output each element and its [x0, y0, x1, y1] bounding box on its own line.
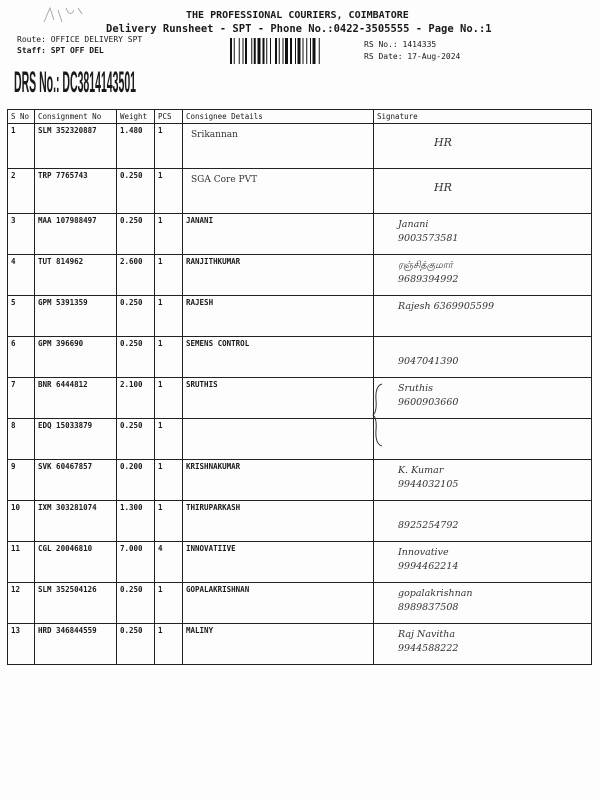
table-row	[8, 296, 592, 337]
table-row	[8, 419, 592, 460]
col-header-signature: Signature	[374, 110, 592, 124]
runsheet-title: Delivery Runsheet - SPT - Phone No.:0422-3505555 - Page No.:1	[106, 23, 492, 35]
handwritten-signature: 8925254792	[398, 520, 459, 531]
cell-signature	[374, 378, 592, 419]
cell-pcs: 1	[155, 296, 183, 337]
handwritten-signature: gopalakrishnan 8989837508	[398, 588, 473, 613]
cell-weight: 7.000	[117, 542, 155, 583]
cell-signature	[374, 255, 592, 296]
cell-signature	[374, 501, 592, 542]
cell-pcs: 1	[155, 378, 183, 419]
cell-consignee: JANANI	[183, 214, 374, 255]
table-row	[8, 460, 592, 501]
cell-signature	[374, 542, 592, 583]
route-label: Route: OFFICE DELIVERY SPT	[17, 35, 143, 44]
cell-sno: 1	[8, 124, 35, 169]
cell-sno: 8	[8, 419, 35, 460]
handwritten-signature: Sruthis 9600903660	[398, 383, 459, 408]
cell-consignee: INNOVATIIVE	[183, 542, 374, 583]
cell-pcs: 1	[155, 419, 183, 460]
handwritten-signature: 9047041390	[398, 356, 459, 367]
cell-signature	[374, 460, 592, 501]
barcode	[230, 38, 356, 64]
cell-pcs: 1	[155, 583, 183, 624]
table-row	[8, 542, 592, 583]
cell-consignee	[183, 419, 374, 460]
cell-signature	[374, 169, 592, 214]
cell-pcs: 1	[155, 624, 183, 665]
cell-weight: 0.200	[117, 460, 155, 501]
cell-signature	[374, 419, 592, 460]
cell-consignment-no: IXM 303281074	[35, 501, 117, 542]
table-row	[8, 169, 592, 214]
handwritten-signature: ரஞ்சித்குமார் 9689394992	[398, 260, 459, 285]
cell-pcs: 1	[155, 214, 183, 255]
cell-consignment-no: TRP 7765743	[35, 169, 117, 214]
col-header-pcs: PCS	[155, 110, 183, 124]
table-row	[8, 501, 592, 542]
cell-sno: 9	[8, 460, 35, 501]
cell-sno: 7	[8, 378, 35, 419]
cell-weight: 1.480	[117, 124, 155, 169]
cell-weight: 2.100	[117, 378, 155, 419]
handwritten-signature: Innovative 9994462214	[398, 547, 459, 572]
cell-weight: 1.300	[117, 501, 155, 542]
cell-pcs: 1	[155, 124, 183, 169]
handwritten-signature: Janani 9003573581	[398, 219, 459, 244]
cell-weight: 0.250	[117, 214, 155, 255]
cell-consignment-no: EDQ 15033879	[35, 419, 117, 460]
cell-consignment-no: BNR 6444812	[35, 378, 117, 419]
table-header-row	[8, 110, 592, 124]
cell-sno: 13	[8, 624, 35, 665]
handwritten-signature: HR	[434, 181, 452, 194]
cell-pcs: 1	[155, 169, 183, 214]
cell-sno: 2	[8, 169, 35, 214]
cell-pcs: 1	[155, 460, 183, 501]
cell-consignee-handwritten: SGA Core PVT	[183, 169, 374, 214]
cell-consignee: GOPALAKRISHNAN	[183, 583, 374, 624]
cell-consignment-no: TUT 814962	[35, 255, 117, 296]
drs-number	[14, 62, 138, 98]
cell-signature	[374, 624, 592, 665]
handwritten-signature: K. Kumar 9944032105	[398, 465, 459, 490]
company-name: THE PROFESSIONAL COURIERS, COIMBATORE	[186, 10, 409, 21]
cell-consignment-no: CGL 20046810	[35, 542, 117, 583]
svg-text:DRS No.: DC3814143501: DRS No.: DC3814143501	[14, 66, 136, 99]
cell-weight: 2.600	[117, 255, 155, 296]
cell-consignment-no: SLM 352320887	[35, 124, 117, 169]
cell-pcs: 1	[155, 501, 183, 542]
table-row	[8, 378, 592, 419]
table-row	[8, 583, 592, 624]
cell-sno: 12	[8, 583, 35, 624]
cell-consignment-no: GPM 396690	[35, 337, 117, 378]
handwritten-signature: HR	[434, 136, 452, 149]
cell-sno: 4	[8, 255, 35, 296]
cell-signature	[374, 124, 592, 169]
cell-consignee: RANJITHKUMAR	[183, 255, 374, 296]
table-row	[8, 337, 592, 378]
cell-consignee: MALINY	[183, 624, 374, 665]
handwritten-signature: Rajesh 6369905599	[398, 301, 495, 312]
col-header-sno: S No	[8, 110, 35, 124]
rs-number: RS No.: 1414335	[364, 40, 437, 49]
col-header-consignment: Consignment No	[35, 110, 117, 124]
scribble-mark	[40, 4, 90, 26]
cell-consignee: SRUTHIS	[183, 378, 374, 419]
handwritten-signature: Raj Navitha 9944588222	[398, 629, 459, 654]
cell-pcs: 1	[155, 337, 183, 378]
cell-weight: 0.250	[117, 169, 155, 214]
cell-sno: 6	[8, 337, 35, 378]
cell-weight: 0.250	[117, 419, 155, 460]
table-row	[8, 255, 592, 296]
cell-weight: 0.250	[117, 624, 155, 665]
cell-sno: 10	[8, 501, 35, 542]
cell-consignee: RAJESH	[183, 296, 374, 337]
cell-consignment-no: SLM 352504126	[35, 583, 117, 624]
cell-consignment-no: SVK 60467857	[35, 460, 117, 501]
rs-date: RS Date: 17-Aug-2024	[364, 52, 461, 61]
cell-consignment-no: HRD 346844559	[35, 624, 117, 665]
cell-weight: 0.250	[117, 583, 155, 624]
cell-weight: 0.250	[117, 296, 155, 337]
cell-signature	[374, 583, 592, 624]
col-header-consignee: Consignee Details	[183, 110, 374, 124]
cell-pcs: 4	[155, 542, 183, 583]
cell-consignee-handwritten: Srikannan	[183, 124, 374, 169]
cell-pcs: 1	[155, 255, 183, 296]
staff-label: Staff: SPT OFF DEL	[17, 46, 104, 55]
cell-sno: 3	[8, 214, 35, 255]
cell-consignee: SEMENS CONTROL	[183, 337, 374, 378]
col-header-weight: Weight	[117, 110, 155, 124]
cell-sno: 5	[8, 296, 35, 337]
cell-signature	[374, 214, 592, 255]
table-row	[8, 624, 592, 665]
cell-signature	[374, 337, 592, 378]
cell-consignee: THIRUPARKASH	[183, 501, 374, 542]
cell-weight: 0.250	[117, 337, 155, 378]
cell-consignee: KRISHNAKUMAR	[183, 460, 374, 501]
runsheet-table	[7, 109, 592, 665]
cell-consignment-no: GPM 5391359	[35, 296, 117, 337]
cell-sno: 11	[8, 542, 35, 583]
cell-consignment-no: MAA 107988497	[35, 214, 117, 255]
table-row	[8, 214, 592, 255]
table-row	[8, 124, 592, 169]
cell-signature	[374, 296, 592, 337]
